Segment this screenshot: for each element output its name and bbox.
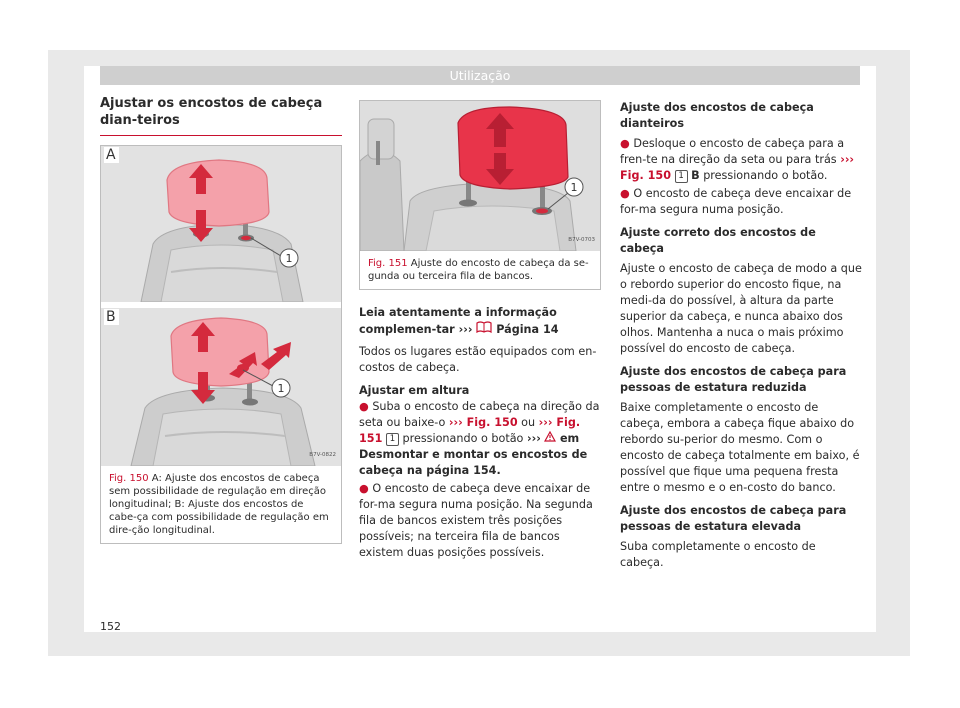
figure-151-caption [360,251,600,289]
bullet-dot: ● [620,187,630,200]
panel-ref-b: B [691,169,700,182]
read-notice-text: Leia atentamente a informação complemen-tar [359,306,557,336]
caption-label-151: Fig. 151 [368,258,408,269]
subheading-elevada: Ajuste dos encostos de cabeça para pessoas de estatura elevada [620,504,847,533]
bullet-text-2: O encosto de cabeça deve encaixar de for-ma segura numa posição. [620,187,852,216]
bullet-altura-1 [359,399,601,479]
bullet-dot: ● [620,137,630,150]
read-notice-arrows: ››› [458,323,473,336]
left-column [100,95,342,544]
middle-text [359,305,601,561]
book-icon [476,323,496,336]
figure-150 [100,145,342,544]
link-fig150[interactable]: ››› Fig. 150 [620,153,855,182]
warning-icon [544,432,560,445]
paragraph-reduzida: Baixe completamente o encosto de cabeça, embora a cabeça fique abaixo do rebordo su-perior do mesmo. Com o encosto de cabeça totalmente em baixo, é possível que fique uma pequena fresta entre o mesmo e o en-costo do banco. [620,401,860,494]
read-notice [359,305,601,338]
callout-1-fig151: 1 [570,181,578,194]
ref-arrows: ››› [526,432,541,445]
ref-link[interactable]: em Desmontar e montar os encostos de cabeça na página 154 [359,432,588,477]
section-header: Utilização [100,66,860,85]
subheading-altura: Ajustar em altura [359,384,470,397]
figure-150-panel-b [101,308,341,466]
figure-151 [359,100,601,290]
heading-rule [100,135,342,136]
caption-text-151: Ajuste do encosto de cabeça da se-gunda ou terceira fila de bancos. [368,258,589,282]
bullet-or: ou [521,416,536,429]
figure-151-image [360,101,600,251]
figure-151-code: B7V-0703 [568,237,595,243]
section-heading: Ajustar os encostos de cabeça dian-teiros [100,96,323,128]
bullet-text-b: pressionando o botão [402,432,524,445]
bullet-text-b: pressionando o botão. [703,169,828,182]
headrest-illustration-b [101,308,341,466]
right-column [620,100,862,578]
rear-headrest-illustration [360,101,600,251]
read-notice-page[interactable]: Página 14 [496,323,559,336]
paragraph-elevada: Suba completamente o encosto de cabeça. [620,540,816,569]
bullet-text-2: O encosto de cabeça deve encaixar de for-ma segura numa posição. Na segunda fila de bancos existem três posições possíveis; na terceira fila de bancos existem duas posições possíveis. [359,482,593,559]
link-fig150[interactable]: ››› Fig. 150 [448,416,518,429]
subheading-dianteiros: Ajuste dos encostos de cabeça dianteiros [620,101,814,130]
bullet-dot: ● [359,400,369,413]
page-number: 152 [100,620,121,633]
bullet-text: Suba o encosto de cabeça na direção da seta ou baixe-o [359,400,600,429]
subheading-correto: Ajuste correto dos encostos de cabeça [620,226,816,255]
bullet-altura-2 [359,481,601,561]
bullet-dianteiros-2 [620,186,862,218]
callout-badge: 1 [386,433,399,446]
panel-label-b: B [104,309,119,325]
bullet-text: Desloque o encosto de cabeça para a fren-te na direção da seta ou para trás [620,137,845,166]
bullet-dianteiros-1 [620,136,862,184]
middle-column [359,100,601,568]
ref-end: . [496,464,501,477]
figure-150-caption [101,466,341,543]
headrest-illustration-a [101,146,341,302]
figure-150-panel-a [101,146,341,302]
figure-code: B7V-0822 [309,452,336,458]
link-fig151[interactable]: ››› Fig. 151 [359,416,581,445]
callout-1-b: 1 [277,382,285,395]
bullet-dot: ● [359,482,369,495]
caption-label: Fig. 150 [109,473,149,484]
subheading-reduzida: Ajuste dos encostos de cabeça para pessoas de estatura reduzida [620,365,847,394]
panel-label-a: A [104,147,119,163]
caption-text: A: Ajuste dos encostos de cabeça sem possibilidade de regulação em direção longitudinal; B: Ajuste dos encostos de cabe-ça com possibilidade de regulação em dire-ção longitudinal. [109,473,329,536]
paragraph-correto: Ajuste o encosto de cabeça de modo a que o rebordo superior do encosto fique, na medi-da do possível, à altura da parte superior da cabeça, e nunca abaixo dos olhos. Mantenha a nuca o mais próximo possível do encosto de cabeça. [620,262,862,355]
callout-1: 1 [285,252,293,265]
intro-paragraph: Todos os lugares estão equipados com en-costos de cabeça. [359,345,597,374]
callout-badge: 1 [675,170,688,183]
